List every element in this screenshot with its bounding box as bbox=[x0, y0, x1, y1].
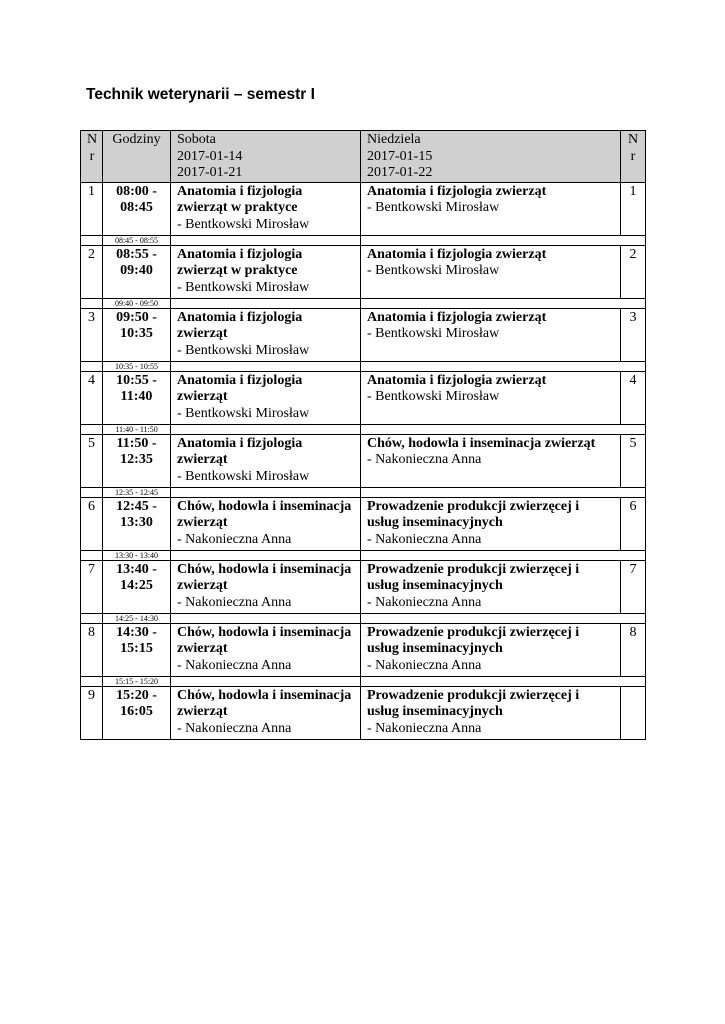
sunday-lesson bbox=[361, 371, 621, 424]
break-time: 13:30 - 13:40 bbox=[103, 550, 171, 560]
saturday-teacher: - Nakonieczna Anna bbox=[177, 657, 292, 673]
lesson-time bbox=[103, 371, 171, 424]
sunday-subject: Anatomia i fizjologia zwierząt bbox=[367, 309, 547, 325]
sunday-teacher: - Nakonieczna Anna bbox=[367, 657, 482, 673]
break-empty bbox=[361, 676, 621, 686]
lesson-time-end: 16:05 bbox=[120, 704, 153, 719]
lesson-time bbox=[103, 686, 171, 739]
saturday-label: Sobota bbox=[177, 132, 216, 147]
break-empty bbox=[171, 235, 361, 245]
sunday-lesson bbox=[361, 434, 621, 487]
saturday-date-1: 2017-01-14 bbox=[177, 148, 243, 164]
sunday-teacher: - Bentkowski Mirosław bbox=[367, 200, 500, 215]
schedule-body bbox=[81, 131, 646, 740]
break-time: 15:15 - 15:20 bbox=[103, 676, 171, 686]
sunday-teacher: - Bentkowski Mirosław bbox=[367, 263, 500, 278]
header-sunday bbox=[361, 131, 621, 183]
break-empty bbox=[621, 361, 646, 371]
lesson-time bbox=[103, 182, 171, 235]
lesson-time bbox=[103, 623, 171, 676]
sunday-subject: Chów, hodowla i inseminacja zwierząt bbox=[367, 435, 596, 451]
break-empty bbox=[171, 676, 361, 686]
lesson-time bbox=[103, 560, 171, 613]
break-time: 08:45 - 08:55 bbox=[103, 235, 171, 245]
lesson-time-end: 08:45 bbox=[120, 200, 153, 215]
lesson-nr-right: 1 bbox=[621, 182, 646, 235]
saturday-subject: Chów, hodowla i inseminacja zwierząt bbox=[177, 498, 352, 530]
sunday-lesson bbox=[361, 245, 621, 298]
break-empty bbox=[361, 235, 621, 245]
saturday-lesson bbox=[171, 371, 361, 424]
break-time: 09:40 - 09:50 bbox=[103, 298, 171, 308]
break-time: 12:35 - 12:45 bbox=[103, 487, 171, 497]
saturday-subject: Anatomia i fizjologia zwierząt bbox=[177, 309, 303, 341]
header-row bbox=[81, 131, 646, 183]
lesson-row bbox=[81, 623, 646, 676]
break-empty bbox=[81, 550, 103, 560]
sunday-subject: Anatomia i fizjologia zwierząt bbox=[367, 246, 547, 262]
saturday-lesson bbox=[171, 623, 361, 676]
lesson-nr: 6 bbox=[81, 497, 103, 550]
sunday-lesson bbox=[361, 182, 621, 235]
break-row bbox=[81, 424, 646, 434]
saturday-lesson bbox=[171, 308, 361, 361]
saturday-subject: Chów, hodowla i inseminacja zwierząt bbox=[177, 624, 352, 656]
lesson-time-end: 10:35 bbox=[120, 326, 153, 341]
lesson-nr: 7 bbox=[81, 560, 103, 613]
saturday-lesson bbox=[171, 560, 361, 613]
saturday-teacher: - Nakonieczna Anna bbox=[177, 720, 292, 736]
break-row bbox=[81, 613, 646, 623]
header-hours: Godziny bbox=[103, 131, 171, 183]
lesson-time-start: 11:50 - bbox=[116, 435, 157, 451]
lesson-nr-right: 8 bbox=[621, 623, 646, 676]
sunday-subject: Prowadzenie produkcji zwierzęcej i usług inseminacyjnych bbox=[367, 561, 580, 593]
sunday-teacher: - Nakonieczna Anna bbox=[367, 720, 482, 736]
sunday-teacher: - Bentkowski Mirosław bbox=[367, 326, 500, 341]
lesson-time-start: 14:30 - bbox=[116, 624, 157, 640]
sunday-subject: Prowadzenie produkcji zwierzęcej i usług inseminacyjnych bbox=[367, 498, 580, 530]
sunday-lesson bbox=[361, 308, 621, 361]
break-row bbox=[81, 361, 646, 371]
break-empty bbox=[81, 235, 103, 245]
break-time: 11:40 - 11:50 bbox=[103, 424, 171, 434]
break-empty bbox=[621, 613, 646, 623]
break-empty bbox=[621, 550, 646, 560]
break-empty bbox=[171, 613, 361, 623]
break-empty bbox=[361, 298, 621, 308]
lesson-time-end: 12:35 bbox=[120, 452, 153, 467]
break-empty bbox=[621, 298, 646, 308]
lesson-time-start: 12:45 - bbox=[116, 498, 157, 514]
lesson-nr-right: 2 bbox=[621, 245, 646, 298]
lesson-row bbox=[81, 560, 646, 613]
saturday-lesson bbox=[171, 434, 361, 487]
lesson-time-end: 11:40 bbox=[120, 389, 153, 404]
sunday-lesson bbox=[361, 497, 621, 550]
break-time: 10:35 - 10:55 bbox=[103, 361, 171, 371]
saturday-teacher: - Nakonieczna Anna bbox=[177, 594, 292, 610]
lesson-time-end: 15:15 bbox=[120, 641, 153, 656]
schedule-table bbox=[80, 130, 646, 740]
saturday-teacher: - Nakonieczna Anna bbox=[177, 531, 292, 547]
break-empty bbox=[81, 676, 103, 686]
header-nr-label: N r bbox=[87, 132, 98, 164]
lesson-row bbox=[81, 497, 646, 550]
break-empty bbox=[171, 298, 361, 308]
saturday-subject: Chów, hodowla i inseminacja zwierząt bbox=[177, 561, 352, 593]
saturday-lesson bbox=[171, 686, 361, 739]
header-saturday bbox=[171, 131, 361, 183]
saturday-subject: Anatomia i fizjologia zwierząt w praktyce bbox=[177, 246, 303, 278]
lesson-nr: 9 bbox=[81, 686, 103, 739]
sunday-subject: Prowadzenie produkcji zwierzęcej i usług inseminacyjnych bbox=[367, 624, 580, 656]
lesson-row bbox=[81, 371, 646, 424]
lesson-nr-right: 5 bbox=[621, 434, 646, 487]
sunday-date-1: 2017-01-15 bbox=[367, 148, 433, 164]
sunday-date-2: 2017-01-22 bbox=[367, 165, 433, 180]
break-empty bbox=[81, 424, 103, 434]
break-empty bbox=[81, 361, 103, 371]
lesson-time-end: 14:25 bbox=[120, 578, 153, 593]
break-empty bbox=[171, 424, 361, 434]
saturday-lesson bbox=[171, 245, 361, 298]
sunday-lesson bbox=[361, 560, 621, 613]
lesson-time bbox=[103, 245, 171, 298]
break-empty bbox=[361, 487, 621, 497]
lesson-nr: 2 bbox=[81, 245, 103, 298]
lesson-nr-right: 4 bbox=[621, 371, 646, 424]
lesson-time-start: 15:20 - bbox=[116, 687, 157, 703]
lesson-nr: 3 bbox=[81, 308, 103, 361]
lesson-time-start: 09:50 - bbox=[116, 309, 157, 325]
lesson-time-end: 13:30 bbox=[120, 515, 153, 530]
lesson-nr: 4 bbox=[81, 371, 103, 424]
lesson-time-start: 13:40 - bbox=[116, 561, 157, 577]
sunday-lesson bbox=[361, 623, 621, 676]
break-empty bbox=[361, 424, 621, 434]
lesson-row bbox=[81, 182, 646, 235]
break-time: 14:25 - 14:30 bbox=[103, 613, 171, 623]
saturday-subject: Anatomia i fizjologia zwierząt bbox=[177, 435, 303, 467]
lesson-row bbox=[81, 308, 646, 361]
break-row bbox=[81, 550, 646, 560]
lesson-time-start: 08:00 - bbox=[116, 183, 157, 199]
header-nr bbox=[81, 131, 103, 183]
break-empty bbox=[621, 487, 646, 497]
saturday-teacher: - Bentkowski Mirosław bbox=[177, 468, 310, 484]
lesson-time-start: 08:55 - bbox=[116, 246, 157, 262]
break-empty bbox=[171, 487, 361, 497]
saturday-subject: Anatomia i fizjologia zwierząt w praktyce bbox=[177, 183, 303, 215]
break-empty bbox=[361, 550, 621, 560]
lesson-nr-right bbox=[621, 686, 646, 739]
saturday-lesson bbox=[171, 497, 361, 550]
sunday-lesson bbox=[361, 686, 621, 739]
break-empty bbox=[171, 550, 361, 560]
break-empty bbox=[621, 235, 646, 245]
sunday-subject: Anatomia i fizjologia zwierząt bbox=[367, 372, 547, 388]
sunday-teacher: - Nakonieczna Anna bbox=[367, 531, 482, 547]
saturday-teacher: - Bentkowski Mirosław bbox=[177, 279, 310, 295]
sunday-teacher: - Nakonieczna Anna bbox=[367, 452, 482, 467]
break-empty bbox=[81, 487, 103, 497]
break-empty bbox=[621, 676, 646, 686]
break-empty bbox=[621, 424, 646, 434]
lesson-time bbox=[103, 434, 171, 487]
sunday-subject: Anatomia i fizjologia zwierząt bbox=[367, 183, 547, 199]
saturday-lesson bbox=[171, 182, 361, 235]
lesson-time-start: 10:55 - bbox=[116, 372, 157, 388]
lesson-nr: 1 bbox=[81, 182, 103, 235]
lesson-nr-right: 6 bbox=[621, 497, 646, 550]
header-nr-right-label: N r bbox=[628, 132, 639, 164]
lesson-time bbox=[103, 497, 171, 550]
sunday-teacher: - Nakonieczna Anna bbox=[367, 594, 482, 610]
lesson-nr-right: 7 bbox=[621, 560, 646, 613]
lesson-row bbox=[81, 686, 646, 739]
saturday-date-2: 2017-01-21 bbox=[177, 165, 243, 180]
saturday-teacher: - Bentkowski Mirosław bbox=[177, 342, 310, 358]
lesson-row bbox=[81, 434, 646, 487]
lesson-row bbox=[81, 245, 646, 298]
sunday-label: Niedziela bbox=[367, 132, 421, 147]
break-empty bbox=[361, 361, 621, 371]
lesson-nr: 8 bbox=[81, 623, 103, 676]
page-title: Technik weterynarii – semestr I bbox=[86, 86, 315, 103]
saturday-teacher: - Bentkowski Mirosław bbox=[177, 405, 310, 421]
lesson-time-end: 09:40 bbox=[120, 263, 153, 278]
break-row bbox=[81, 298, 646, 308]
saturday-teacher: - Bentkowski Mirosław bbox=[177, 216, 310, 232]
break-empty bbox=[171, 361, 361, 371]
header-nr-right bbox=[621, 131, 646, 183]
saturday-subject: Anatomia i fizjologia zwierząt bbox=[177, 372, 303, 404]
saturday-subject: Chów, hodowla i inseminacja zwierząt bbox=[177, 687, 352, 719]
break-row bbox=[81, 235, 646, 245]
lesson-nr: 5 bbox=[81, 434, 103, 487]
break-empty bbox=[361, 613, 621, 623]
break-empty bbox=[81, 613, 103, 623]
break-row bbox=[81, 487, 646, 497]
lesson-time bbox=[103, 308, 171, 361]
break-row bbox=[81, 676, 646, 686]
sunday-subject: Prowadzenie produkcji zwierzęcej i usług inseminacyjnych bbox=[367, 687, 580, 719]
lesson-nr-right: 3 bbox=[621, 308, 646, 361]
sunday-teacher: - Bentkowski Mirosław bbox=[367, 389, 500, 404]
break-empty bbox=[81, 298, 103, 308]
